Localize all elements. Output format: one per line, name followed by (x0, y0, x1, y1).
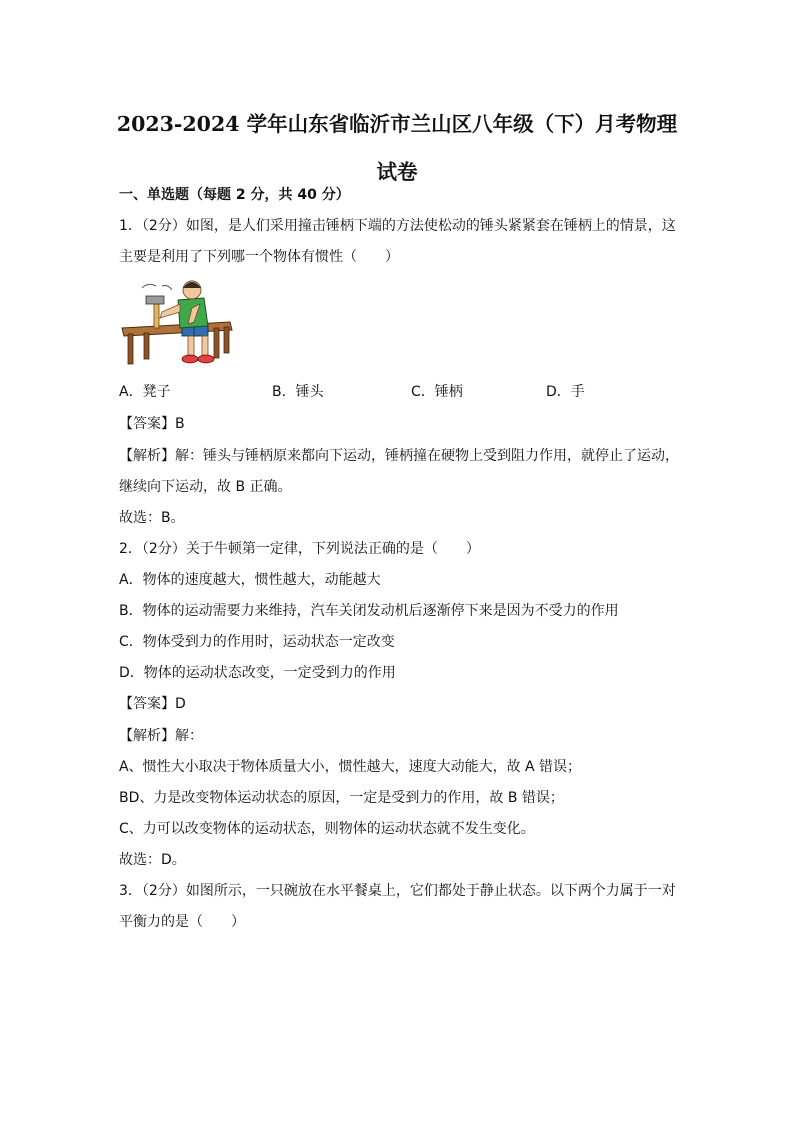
q1-option-a: A．凳子 (119, 384, 171, 400)
q3-stem-line-2: 平衡力的是（ ） (119, 914, 245, 930)
q2-option-a: A．物体的速度越大，惯性越大，动能越大 (119, 572, 381, 588)
q2-analysis-line-1: A、惯性大小取决于物体质量大小，惯性越大，速度大动能大，故 A 错误； (119, 759, 582, 775)
q1-conclusion: 故选：B。 (119, 510, 185, 526)
man-hammering-illustration (118, 278, 236, 370)
q1-stem-line-2: 主要是利用了下列哪一个物体有惯性（ ） (119, 249, 399, 265)
q1-option-b: B．锤头 (272, 384, 324, 400)
q1-answer: 【答案】B (119, 416, 185, 432)
section-heading: 一、单选题（每题 2 分，共 40 分） (119, 187, 350, 203)
q2-conclusion: 故选：D。 (119, 852, 186, 868)
q1-analysis-line-2: 继续向下运动，故 B 正确。 (119, 479, 292, 495)
q1-analysis-line-1: 【解析】解：锤头与锤柄原来都向下运动，锤柄撞在硬物上受到阻力作用，就停止了运动， (119, 448, 679, 464)
q2-analysis-head: 【解析】解： (119, 728, 203, 744)
q1-option-c: C．锤柄 (411, 384, 463, 400)
q1-option-d: D．手 (546, 384, 585, 400)
q3-stem-line-1: 3．（2分）如图所示，一只碗放在水平餐桌上，它们都处于静止状态。以下两个力属于一对 (119, 883, 676, 899)
q2-option-d: D．物体的运动状态改变，一定受到力的作用 (119, 665, 396, 681)
q2-option-b: B．物体的运动需要力来维持，汽车关闭发动机后逐渐停下来是因为不受力的作用 (119, 603, 619, 619)
q2-answer: 【答案】D (119, 696, 186, 712)
q1-stem-line-1: 1．（2分）如图，是人们采用撞击锤柄下端的方法使松动的锤头紧紧套在锤柄上的情景，这 (119, 218, 676, 234)
title-line-2: 试卷 (376, 160, 418, 184)
exam-title (60, 100, 734, 196)
q2-stem: 2．（2分）关于牛顿第一定律，下列说法正确的是（ ） (119, 541, 480, 557)
q2-analysis-line-3: C、力可以改变物体的运动状态，则物体的运动状态就不发生变化。 (119, 821, 535, 837)
q2-option-c: C．物体受到力的作用时，运动状态一定改变 (119, 634, 395, 650)
q2-analysis-line-2: BD、力是改变物体运动状态的原因，一定是受到力的作用，故 B 错误； (119, 790, 564, 806)
q1-hammer-figure (118, 278, 236, 370)
title-line-1: 2023-2024 学年山东省临沂市兰山区八年级（下）月考物理 (116, 112, 678, 136)
